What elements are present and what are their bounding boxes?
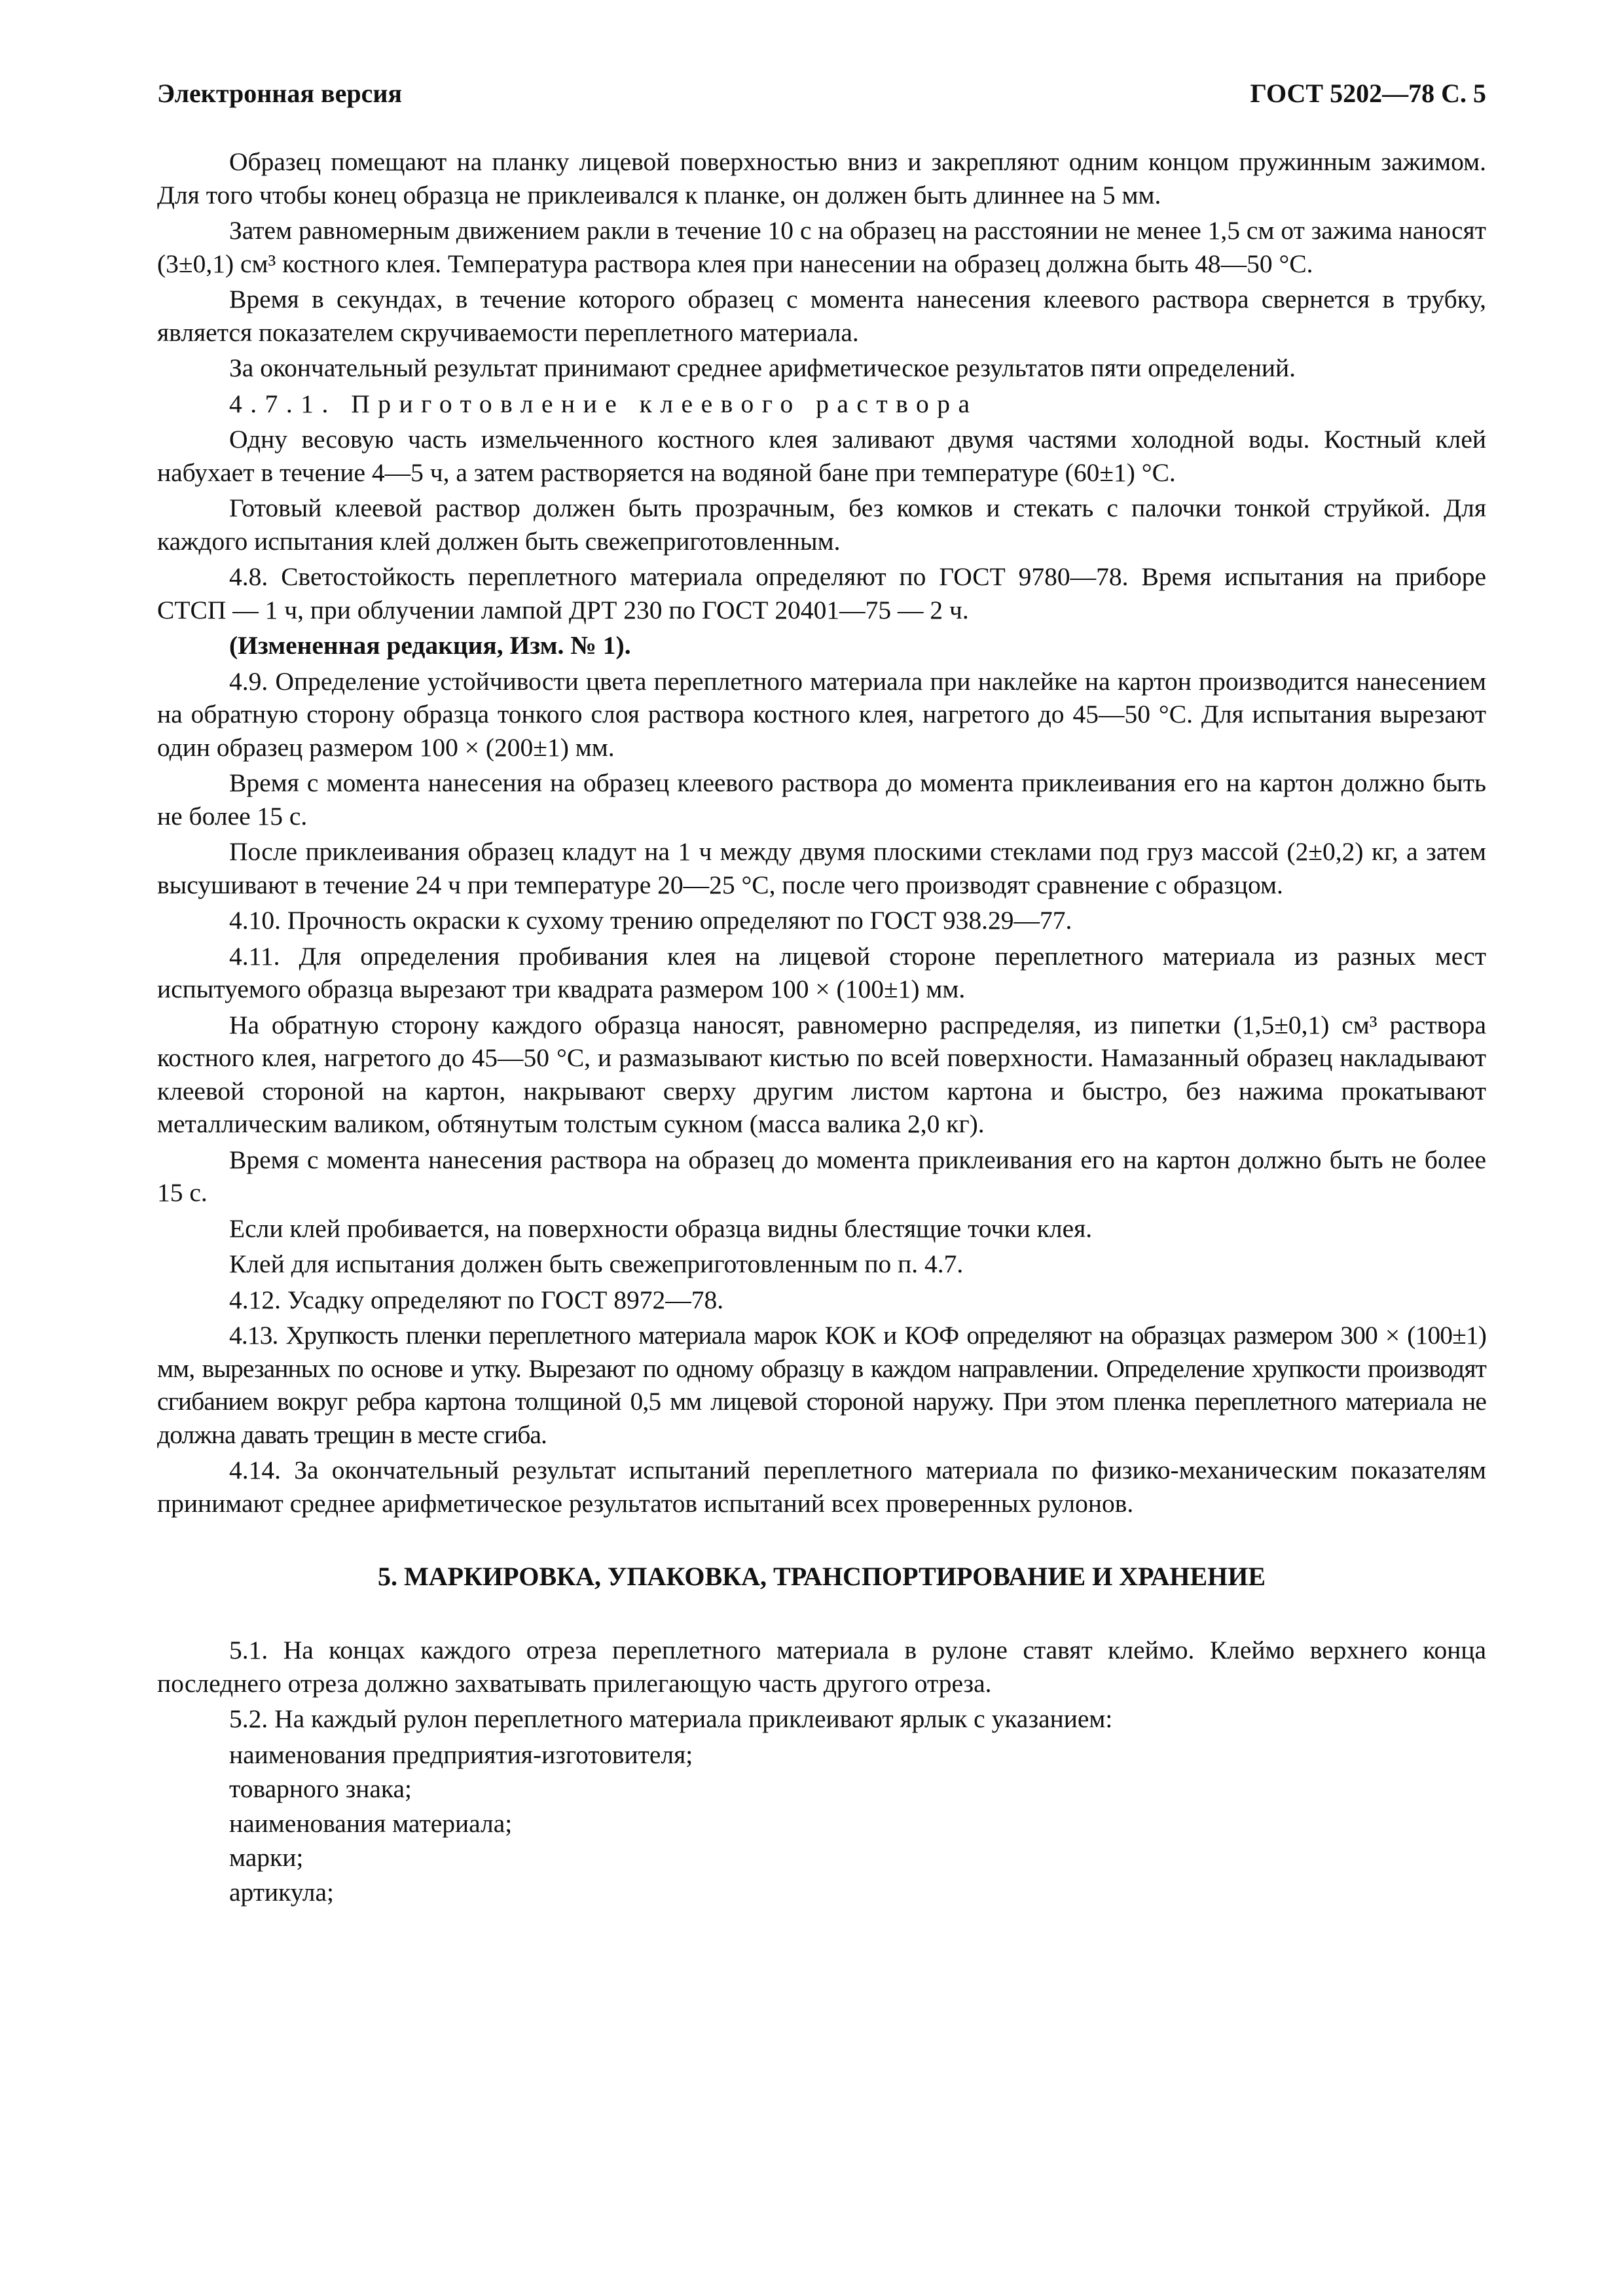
clause-4-10: 4.10. Прочность окраски к сухому трению определяют по ГОСТ 938.29—77.: [229, 906, 1072, 935]
clause-5-2: 5.2. На каждый рулон переплетного материала приклеивают ярлык с указанием:: [229, 1704, 1113, 1733]
clause-5-1: 5.1. На концах каждого отреза переплетного материала в рулоне ставят клеймо. Клеймо верхнего конца последнего отреза должно захватывать прилегающую часть другого отреза.: [157, 1636, 1486, 1698]
clause-4-8: 4.8. Светостойкость переплетного материала определяют по ГОСТ 9780—78. Время испытания на приборе СТСП — 1 ч, при облучении лампой ДРТ 230 по ГОСТ 20401—75 — 2 ч.: [157, 562, 1486, 624]
paragraph-curl-time: Время в секундах, в течение которого образец с момента нанесения клеевого раствора свернется в трубку, является показателем скручиваемости переплетного материала.: [157, 285, 1486, 347]
page-header: [157, 77, 1486, 110]
list-item: товарного знака;: [229, 1774, 412, 1803]
list-item: марки;: [229, 1843, 304, 1872]
document-page: [157, 77, 1486, 1910]
clause-4-14: 4.14. За окончательный результат испытаний переплетного материала по физико-механическим показателям принимают среднее арифметическое результатов испытаний всех проверенных рулонов.: [157, 1456, 1486, 1518]
section-5-title: 5. МАРКИРОВКА, УПАКОВКА, ТРАНСПОРТИРОВАНИЕ И ХРАНЕНИЕ: [377, 1562, 1266, 1591]
clause-4-12: 4.12. Усадку определяют по ГОСТ 8972—78.: [229, 1285, 724, 1314]
paragraph-final-result: За окончательный результат принимают среднее арифметическое результатов пяти определений.: [229, 353, 1296, 382]
paragraph-sample-placement: Образец помещают на планку лицевой поверхностью вниз и закрепляют одним концом пружинным зажимом. Для того чтобы конец образца не приклеивался к планке, он должен быть длиннее на 5 мм.: [157, 147, 1486, 209]
paragraph-fresh-glue: Клей для испытания должен быть свежеприготовленным по п. 4.7.: [229, 1249, 964, 1278]
document-body: [157, 145, 1486, 1909]
paragraph-glue-spreading: На обратную сторону каждого образца наносят, равномерно распределяя, из пипетки (1,5±0,1) см³ раствора костного клея, нагретого до 45—50 °С, и размазывают кистью по всей поверхности. Намазанный образец накладывают клеевой стороной на картон, накрывают сверху другим листом картона и быстро, без нажима прокатывают металлическим валиком, обтянутым толстым сукном (масса валика 2,0 кг).: [157, 1010, 1486, 1138]
header-standard-page: ГОСТ 5202—78 С. 5: [1250, 79, 1486, 108]
paragraph-glue-bleeding: Если клей пробивается, на поверхности образца видны блестящие точки клея.: [229, 1213, 1093, 1243]
clause-4-11: 4.11. Для определения пробивания клея на лицевой стороне переплетного материала из разных мест испытуемого образца вырезают три квадрата размером 100 × (100±1) мм.: [157, 941, 1486, 1003]
paragraph-glue-soaking: Одну весовую часть измельченного костного клея заливают двумя частями холодной воды. Костный клей набухает в течение 4—5 ч, а затем растворяется на водяной бане при температуре (60±1) °С.: [157, 425, 1486, 487]
paragraph-glue-solution: Готовый клеевой раствор должен быть прозрачным, без комков и стекать с палочки тонкой струйкой. Для каждого испытания клей должен быть свежеприготовленным.: [157, 493, 1486, 556]
subsection-heading-4-7-1: 4.7.1. Приготовление клеевого раствора: [229, 389, 978, 418]
clause-4-9: 4.9. Определение устойчивости цвета переплетного материала при наклейке на картон производится нанесением на обратную сторону образца тонкого слоя раствора костного клея, нагретого до 45—50 °С. Для испытания вырезают один образец размером 100 × (200±1) мм.: [157, 666, 1486, 762]
amendment-note: (Измененная редакция, Изм. № 1).: [229, 631, 631, 660]
list-item: наименования предприятия-изготовителя;: [229, 1740, 693, 1769]
clause-4-13: 4.13. Хрупкость пленки переплетного материала марок КОК и КОФ определяют на образцах размером 300 × (100±1) мм, вырезанных по основе и утку. Вырезают по одному образцу в каждом направлении. Определение хрупкости производят сгибанием вокруг ребра картона толщиной 0,5 мм лицевой стороной наружу. При этом пленка переплетного материала не должна давать трещин в месте сгиба.: [157, 1321, 1486, 1449]
list-item: наименования материала;: [229, 1808, 513, 1838]
paragraph-time-limit: Время с момента нанесения раствора на образец до момента приклеивания его на картон должно быть не более 15 с.: [157, 1145, 1486, 1207]
header-electronic-version: Электронная версия: [157, 79, 403, 108]
paragraph-time-before-gluing: Время с момента нанесения на образец клеевого раствора до момента приклеивания его на картон должно быть не более 15 с.: [157, 768, 1486, 831]
label-contents-list: [157, 1738, 1486, 1909]
list-item: артикула;: [229, 1877, 335, 1907]
paragraph-after-gluing: После приклеивания образец кладут на 1 ч между двумя плоскими стеклами под груз массой (2±0,2) кг, а затем высушивают в течение 24 ч при температуре 20—25 °С, после чего производят сравнение с образцом.: [157, 837, 1486, 899]
paragraph-glue-application: Затем равномерным движением ракли в течение 10 с на образец на расстоянии не менее 1,5 см от зажима наносят (3±0,1) см³ костного клея. Температура раствора клея при нанесении на образец должна быть 48—50 °С.: [157, 216, 1486, 278]
